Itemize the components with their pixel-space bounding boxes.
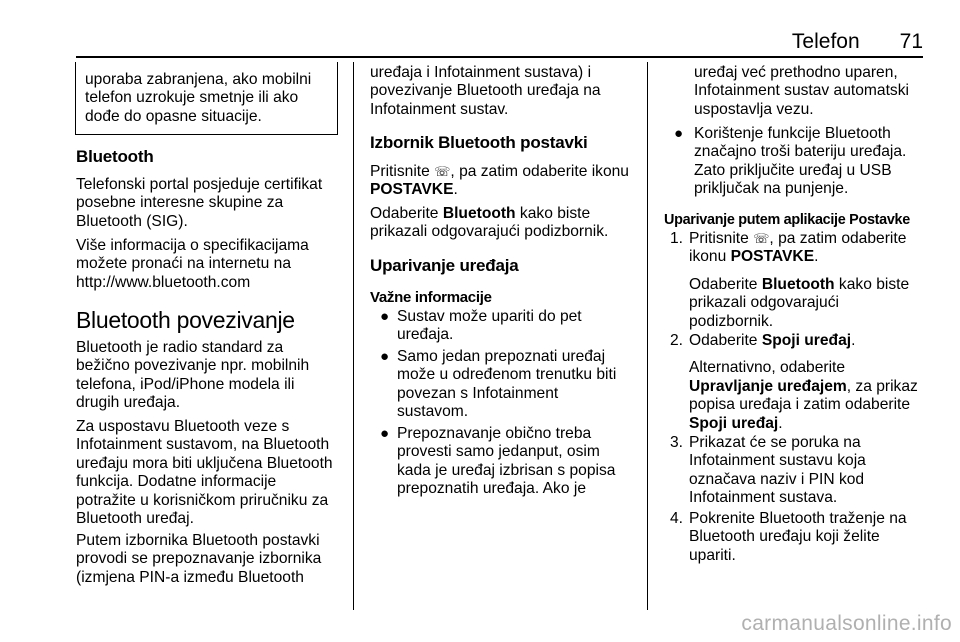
bluetooth-heading: Bluetooth — [76, 147, 154, 166]
column-divider-2 — [647, 62, 648, 610]
paragraph: Bluetooth je radio standard za bežično povezivanje npr. mobilnih telefona, iPod/iPhone modela ili drugih uređaja. — [76, 339, 310, 412]
step-number: 4. — [670, 510, 684, 527]
bluetooth-connection-heading: Bluetooth povezivanje — [76, 307, 295, 333]
paragraph: uređaj već prethodno uparen, Infotainment sustav automatski uspostavlja vezu. — [694, 64, 909, 118]
bullet-icon: ● — [380, 425, 390, 442]
step-number: 2. — [670, 332, 684, 349]
bullet-icon: ● — [674, 125, 684, 142]
bluetooth-url: http://www.bluetooth.com — [76, 273, 251, 291]
note-line: dođe do opasne situacije. — [85, 107, 262, 125]
page-header — [792, 30, 923, 54]
note-line: uporaba zabranjena, ako mobilni — [85, 71, 312, 88]
postavke-label: POSTAVKE — [370, 181, 454, 199]
paragraph: Odaberite Bluetooth kako biste prikazali odgovarajući podizbornik. — [370, 205, 609, 241]
settings-menu-heading: Izbornik Bluetooth postavki — [370, 133, 588, 152]
warning-note-box — [75, 62, 338, 135]
step-number: 1. — [670, 230, 684, 247]
paragraph: uređaja i Infotainment sustava) i povezivanje Bluetooth uređaja na Infotainment sustav. — [370, 64, 601, 118]
watermark: carmanualsonline.info — [741, 612, 952, 635]
step-number: 3. — [670, 434, 684, 451]
paragraph: Putem izbornika Bluetooth postavki provodi se prepoznavanje izbornika (izmjena PIN-a između Bluetooth — [76, 532, 322, 586]
bullet-icon: ● — [380, 308, 390, 325]
paragraph: Pritisnite ☏, pa zatim odaberite ikonu POSTAVKE. — [370, 163, 629, 199]
page-number: 71 — [899, 30, 923, 53]
pairing-heading: Uparivanje uređaja — [370, 256, 519, 275]
important-info-heading: Važne informacije — [370, 289, 492, 306]
paragraph: Telefonski portal posjeduje certifikat posebne interesne skupine za Bluetooth (SIG). — [76, 176, 323, 230]
chapter-title: Telefon — [791, 30, 860, 53]
bullet-icon: ● — [380, 348, 390, 365]
note-line: telefon uzrokuje smetnje ili ako — [85, 89, 299, 107]
phone-icon: ☏ — [434, 164, 451, 179]
paragraph: Više informacija o specifikacijama možete pronaći na internetu na http://www.bluetooth.com — [76, 237, 309, 291]
phone-icon: ☏ — [753, 231, 770, 246]
paragraph: Za uspostavu Bluetooth veze s Infotainment sustavom, na Bluetooth uređaju mora biti uključena Bluetooth funkcija. Dodatne informacije potražite u korisničkom priručniku za Bluetooth uređaj. — [76, 418, 333, 528]
app-pairing-heading: Uparivanje putem aplikacije Postavke — [664, 212, 910, 228]
header-rule — [76, 56, 923, 58]
